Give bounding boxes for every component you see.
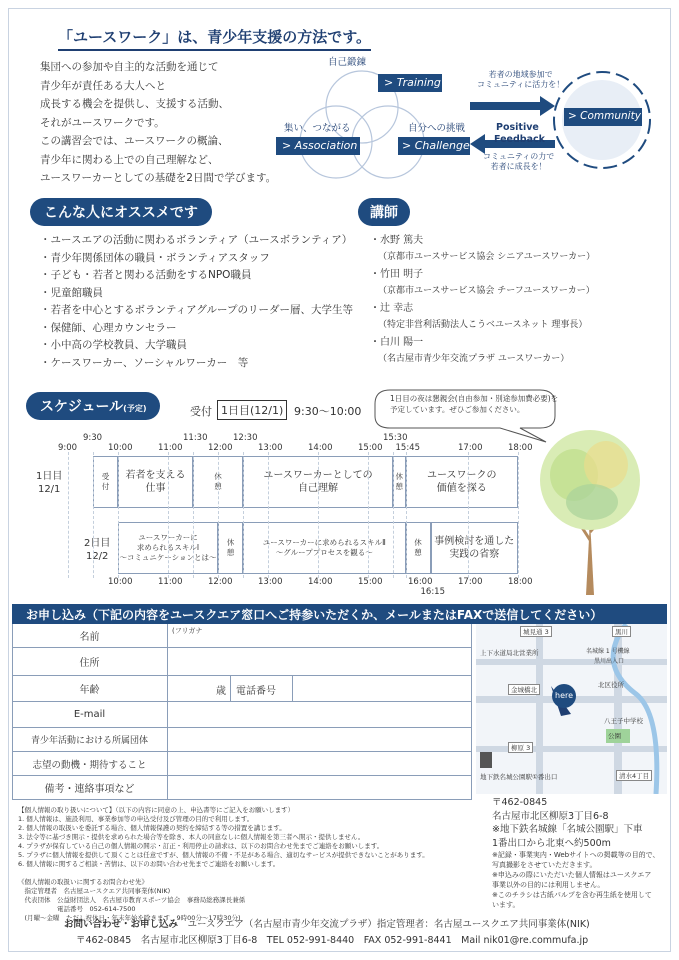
address-field[interactable]: [168, 648, 471, 675]
org-field[interactable]: [168, 728, 471, 751]
timeline-guide-line: [243, 452, 244, 578]
schedule-block: ユースワーカーに 求められるスキルⅠ 〜コミュニケーションとは〜: [118, 522, 218, 574]
lecturer-role: （京都市ユースサービス協会 シニアユースワーカー）: [378, 252, 596, 262]
time-tick: 17:00: [458, 443, 483, 453]
map-label: 八王子中学校: [604, 717, 643, 725]
form-label-motive: 志望の動機・期待すること: [32, 759, 147, 771]
lecturers-list: [370, 232, 595, 368]
furigana-label: (フリガナ: [172, 627, 203, 635]
diagram-feedback: Feedback: [494, 134, 545, 145]
lecturer-name: ・辻 幸志: [370, 303, 414, 314]
time-tick: 12:00: [208, 577, 233, 587]
reception-time: 9:30〜10:00: [294, 405, 362, 418]
diagram-chosen: 自分への挑戦: [408, 123, 466, 134]
schedule-block: ユースワークの 価値を探る: [406, 456, 519, 508]
recommend-item: ・ケースワーカー、ソーシャルワーカー 等: [40, 356, 249, 369]
diagram-tsunagaru: 集い、つながる: [284, 123, 351, 134]
time-tick: 12:30: [233, 433, 258, 443]
motive-field[interactable]: [168, 752, 471, 775]
map-here-label: here: [555, 691, 574, 700]
privacy-block: 【個人情報の取り扱いについて】（以下の内容に同意の上、申込書等にご記入をお願いします） 1. 個人情報は、施設利用、事業参加等の申込受付及び管理の目的で利用します。 2. 個人情報の取扱いを委託する場合、個人情報保護の契約を締結する等の措置を講じます。 3. 法令等に基づき開示・提供を求められた場合等を除き、本人の同意なしに個人情報を第三者へ開示・提供しません。 4. プラザが保有している自己の個人情報の開示・訂正・利用停止の請求は、以下のお問合わせ先までご連絡をお願いします。 5. プラザに個人情報を提供して頂くことは任意ですが、個人情報の不備・不足がある場合、適切なサービスが提供できないことがあります。 6. 個人情報に関するご相談・苦情は、以下のお問い合わせ先までご連絡をお願いします。 《個人情報の取扱いに関するお問合わせ先》 指定管理者 名古屋ユースクエア共同事業体(NIK) 代表団体 公益財団法人 名古屋市教育スポーツ協会 事務局総務課長兼係 電話番号 052-614-7500 (月曜〜金曜 ただし祝休日・年末年始を除きます 9時00分〜17時30分): [18, 806, 429, 922]
time-tick: 11:00: [158, 443, 183, 453]
timeline-guide-line: [518, 452, 519, 578]
diagram-challenge: > Challenge: [402, 139, 470, 152]
schedule-block: 休 憩: [193, 456, 243, 508]
notes-block: ※記録・事業実内・Webサイトへの掲載等の目的で、 写真撮影をさせていただきます。 ※申込みの際にいただいた個人情報はユースクエア 事業以外の目的には利用しません。 ※このチラシは古紙パルプを含む再生紙を使用して います。: [492, 851, 660, 909]
diagram-community: > Community: [568, 110, 641, 122]
map-label: 城見通 3: [520, 626, 552, 637]
timeline-guide-line: [93, 452, 94, 578]
lecturers-heading: 講師: [358, 198, 410, 226]
form-heading: お申し込み（下記の内容をユースクエア窓口へご持参いただくか、メールまたはFAXで送信してください）: [12, 604, 667, 624]
lecturer-role: （京都市ユースサービス協会 チーフユースワーカー）: [378, 286, 595, 296]
time-tick: 10:00: [108, 443, 133, 453]
timeline-guide-line: [406, 452, 407, 578]
reception-day: 1日目(12/1): [217, 400, 287, 420]
time-tick: 16:15: [420, 587, 445, 597]
lecturer-name: ・竹田 明子: [370, 269, 424, 280]
diagram-bottom-note: コミュニティの力で 若者に成長を！: [483, 152, 555, 171]
time-tick: 15:30: [383, 433, 408, 443]
recommend-item: ・青少年関係団体の職員・ボランティアスタッフ: [40, 251, 270, 264]
day1-label: 1日目 12/1: [36, 471, 63, 495]
lecturer-name: ・水野 篤夫: [370, 235, 424, 246]
timeline-guide-line: [468, 452, 469, 578]
address-block: 〒462-0845 名古屋市北区柳原3丁目6-8 ※地下鉄名城線「名城公園駅」下車 1番出口から北東へ約500m: [492, 797, 643, 849]
footer-line1: [64, 916, 590, 930]
schedule-block: 受 付: [93, 456, 118, 508]
form-row-name: [12, 624, 472, 648]
schedule-heading-text: スケジュール: [40, 399, 124, 415]
timeline-guide-line: [318, 452, 319, 578]
schedule-block: 休 憩: [393, 456, 406, 508]
form-row-motive: [12, 752, 472, 776]
phone-field[interactable]: [293, 676, 471, 701]
time-tick: 9:30: [83, 433, 103, 443]
name-field[interactable]: [168, 634, 471, 648]
map-label: 公園: [608, 732, 621, 740]
form-row-age: [12, 676, 472, 702]
form-row-address: [12, 648, 472, 676]
timeline-guide-line: [68, 452, 69, 578]
timeline-guide-line: [218, 452, 219, 578]
access-map: [476, 624, 667, 794]
time-tick: 10:00: [108, 577, 133, 587]
form-row-notes: [12, 776, 472, 800]
timeline-guide-line: [393, 452, 394, 578]
map-label: 上下水道局北営業所: [480, 649, 539, 657]
age-field[interactable]: [168, 676, 213, 701]
footer-label: お問い合わせ・お申し込み: [64, 919, 179, 930]
day2-label: 2日目 12/2: [84, 538, 111, 562]
schedule-block: 休 憩: [406, 522, 431, 574]
footer-org: ユースクエア（名古屋市青少年交流プラザ）指定管理者：名古屋ユースクエア共同事業体(NIK): [187, 919, 590, 930]
time-tick: 14:00: [308, 577, 333, 587]
timeline-guide-line: [118, 452, 119, 578]
timeline-guide-line: [368, 452, 369, 578]
time-tick: 15:45: [395, 443, 420, 453]
timeline-guide-line: [193, 452, 194, 578]
schedule-block: 若者を支える 仕事: [118, 456, 193, 508]
form-row-org: [12, 728, 472, 752]
map-label: 黒川: [612, 626, 631, 637]
recommend-heading: こんな人にオススメです: [30, 198, 212, 226]
diagram-training: > Training: [384, 76, 441, 89]
form-label-name: 名前: [79, 632, 100, 643]
diagram-association: > Association: [282, 139, 358, 152]
lecturer-role: （特定非営利活動法人こうベユースネット 理事長）: [378, 320, 588, 330]
lecturer-role: （名古屋市青少年交流プラザ ユースワーカー）: [378, 354, 570, 364]
time-tick: 14:00: [308, 443, 333, 453]
intro-text: 集団への参加や自主的な活動を通じて 青少年が責任ある大人へと 成長する機会を提供し、支援する活動、 それがユースワークです。 この講習会では、ユースワークの概論、 青少年に関わる上での自己理解など、 ユースワーカーとしての基礎を2日間で学びます。: [40, 61, 277, 184]
timeline-guide-line: [168, 452, 169, 578]
lecturer-name: ・白川 陽一: [370, 337, 424, 348]
recommend-item: ・小中高の学校教員、大学職員: [40, 339, 187, 351]
diagram-jiko-tanren: 自己鍛錬: [328, 57, 367, 68]
timeline-guide-line: [268, 452, 269, 578]
map-label: 名城線 1 号機線: [586, 648, 630, 655]
reception-label: 受付: [190, 405, 212, 418]
schedule-block: 休 憩: [218, 522, 243, 574]
form-label-sai: 歳: [216, 686, 226, 697]
time-tick: 13:00: [258, 577, 283, 587]
time-tick: 9:00: [58, 443, 78, 453]
recommend-item: ・ユースエアの活動に関わるボランティア（ユースボランティア）: [40, 234, 353, 246]
bubble-text: 1日目の夜は懇親会(自由参加・別途参加費必要)を 予定しています。ぜひご参加ください。: [390, 394, 559, 414]
form-label-phone: 電話番号: [236, 686, 276, 697]
map-label: 地下鉄名城公園駅①番出口: [480, 773, 558, 781]
recommend-item: ・児童館職員: [40, 286, 103, 299]
schedule-heading-note: (予定): [123, 404, 147, 413]
schedule-block: ユースワーカーに求められるスキルⅡ 〜グループプロセスを観る〜: [243, 522, 406, 574]
recommend-item: ・子ども・若者と関わる活動をするNPO職員: [40, 269, 252, 281]
form-label-notes: 備考・連絡事項など: [44, 784, 135, 795]
email-field[interactable]: [168, 702, 471, 727]
diagram-top-note: 若者の地域参加で コミュニティに活力を！: [477, 70, 565, 89]
form-label-email: E-mail: [73, 709, 106, 720]
map-label: 黒川出入口: [594, 658, 625, 665]
form-label-age: 年齢: [79, 685, 100, 696]
map-label: 北区役所: [598, 681, 624, 689]
time-tick: 11:30: [183, 433, 208, 443]
schedule-heading: [26, 392, 160, 420]
time-tick: 17:00: [458, 577, 483, 587]
time-tick: 12:00: [208, 443, 233, 453]
form-label-address: 住所: [79, 658, 100, 669]
tree-illustration: [534, 420, 644, 600]
time-tick: 18:00: [508, 577, 533, 587]
diagram-positive: Positive: [496, 122, 539, 133]
time-tick: 15:00: [358, 577, 383, 587]
notes-field[interactable]: [168, 776, 471, 799]
schedule-block: ユースワーカーとしての 自己理解: [243, 456, 393, 508]
schedule-block: 事例検討を通した 実践の省察: [431, 522, 519, 574]
recommend-item: ・若者を中心とするボランティアグループのリーダー層、大学生等: [40, 304, 354, 316]
page-title: 「ユースワーク」は、青少年支援の方法です。: [58, 26, 371, 51]
map-label: 金城橋北: [508, 684, 540, 695]
recommend-list: [40, 232, 353, 372]
form-row-email: [12, 702, 472, 728]
time-tick: 18:00: [508, 443, 533, 453]
recommend-item: ・保健師、心理カウンセラー: [40, 321, 177, 334]
time-tick: 16:00: [408, 577, 433, 587]
time-tick: 11:00: [158, 577, 183, 587]
time-tick: 13:00: [258, 443, 283, 453]
map-label: 清水4丁目: [616, 770, 652, 781]
form-label-org: 青少年活動における所属団体: [30, 736, 148, 746]
footer-line2: 〒462-0845 名古屋市北区柳原3丁目6-8 TEL 052-991-8440 FAX 052-991-8441 Mail nik01@re.commufa.jp: [76, 935, 589, 946]
map-label: 柳原 3: [508, 742, 533, 753]
time-tick: 15:00: [358, 443, 383, 453]
